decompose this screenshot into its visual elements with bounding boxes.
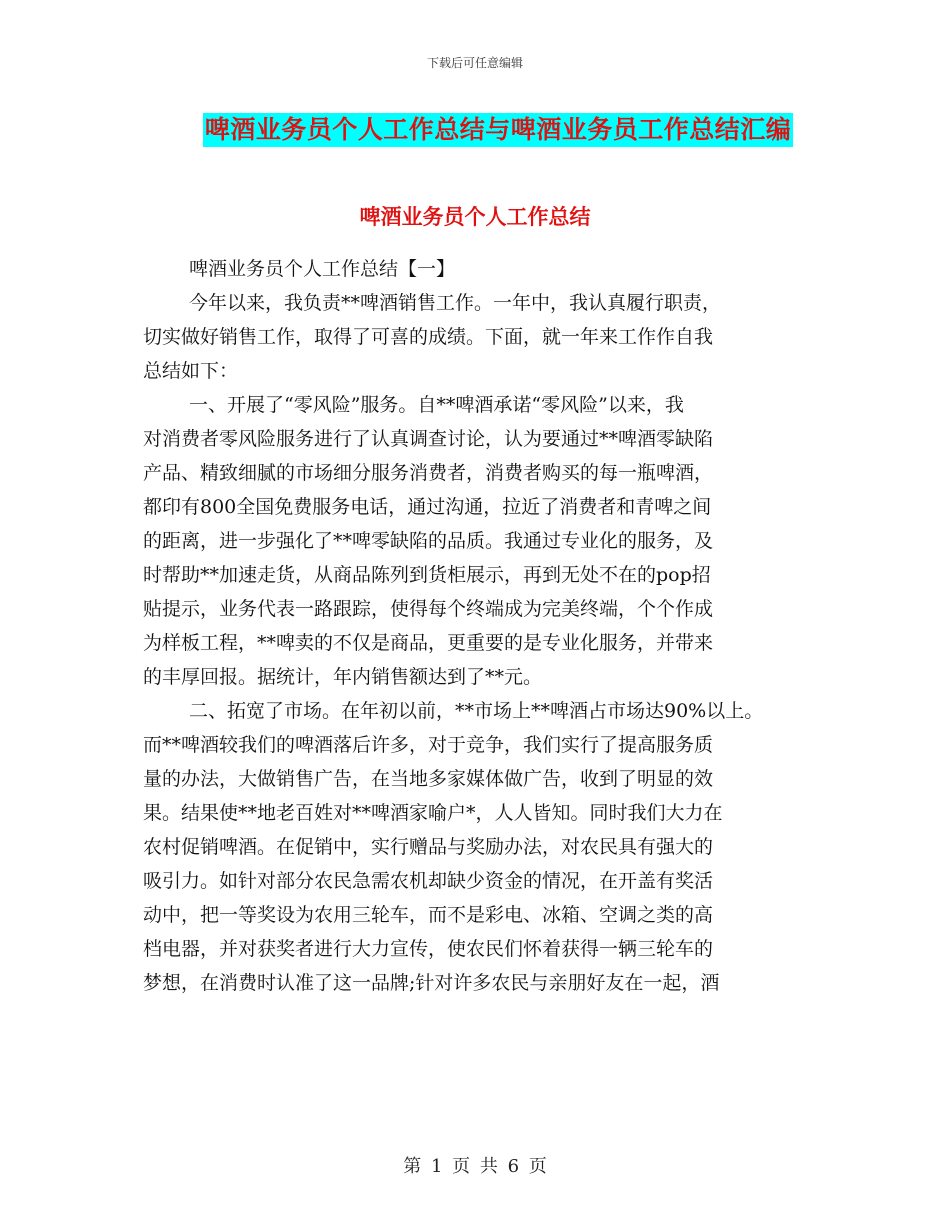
main-title-wrap <box>0 113 950 147</box>
body-line: 的距离，进一步强化了**啤零缺陷的品质。我通过专业化的服务，及 <box>143 530 714 552</box>
body-line: 二、拓宽了市场。在年初以前，**市场上**啤酒占市场达90%以上。 <box>189 700 764 722</box>
body-line: 啤酒业务员个人工作总结【一】 <box>189 258 456 280</box>
body-text <box>143 252 843 1000</box>
body-line: 都印有800全国免费服务电话，通过沟通，拉近了消费者和青啤之间 <box>143 496 712 518</box>
body-line: 果。结果使**地老百姓对**啤酒家喻户*，人人皆知。同时我们大力在 <box>143 802 723 824</box>
body-line: 切实做好销售工作，取得了可喜的成绩。下面，就一年来工作作自我 <box>143 326 714 348</box>
body-line: 一、开展了“零风险”服务。自**啤酒承诺“零风险”以来，我 <box>189 394 684 416</box>
main-title: 啤酒业务员个人工作总结与啤酒业务员工作总结汇编 <box>203 113 794 147</box>
body-line: 的丰厚回报。据统计，年内销售额达到了**元。 <box>143 666 543 688</box>
body-line: 对消费者零风险服务进行了认真调查讨论，认为要通过**啤酒零缺陷 <box>143 428 714 450</box>
body-line: 时帮助**加速走货，从商品陈列到货柜展示，再到无处不在的pop招 <box>143 564 711 586</box>
body-line: 动中，把一等奖设为农用三轮车，而不是彩电、冰箱、空调之类的高 <box>143 904 714 926</box>
body-line: 量的办法，大做销售广告，在当地多家媒体做广告，收到了明显的效 <box>143 768 714 790</box>
header-note: 下载后可任意编辑 <box>426 56 523 70</box>
sub-title: 啤酒业务员个人工作总结 <box>359 204 591 229</box>
body-line: 为样板工程，**啤卖的不仅是商品，更重要的是专业化服务，并带来 <box>143 632 714 654</box>
body-line: 而**啤酒较我们的啤酒落后许多，对于竞争，我们实行了提高服务质 <box>143 734 714 756</box>
body-line: 产品、精致细腻的市场细分服务消费者，消费者购买的每一瓶啤酒， <box>143 462 714 484</box>
page-footer: 第 1 页 共 6 页 <box>403 1156 547 1177</box>
body-line: 贴提示，业务代表一路跟踪，使得每个终端成为完美终端，个个作成 <box>143 598 714 620</box>
body-line: 档电器，并对获奖者进行大力宣传，使农民们怀着获得一辆三轮车的 <box>143 938 714 960</box>
body-line: 农村促销啤酒。在促销中，实行赠品与奖励办法，对农民具有强大的 <box>143 836 714 858</box>
body-line: 总结如下： <box>143 360 239 382</box>
body-line: 梦想，在消费时认准了这一品牌;针对许多农民与亲朋好友在一起，酒 <box>143 972 720 994</box>
body-line: 吸引力。如针对部分农民急需农机却缺少资金的情况，在开盖有奖活 <box>143 870 714 892</box>
body-line: 今年以来，我负责**啤酒销售工作。一年中，我认真履行职责， <box>189 292 722 314</box>
